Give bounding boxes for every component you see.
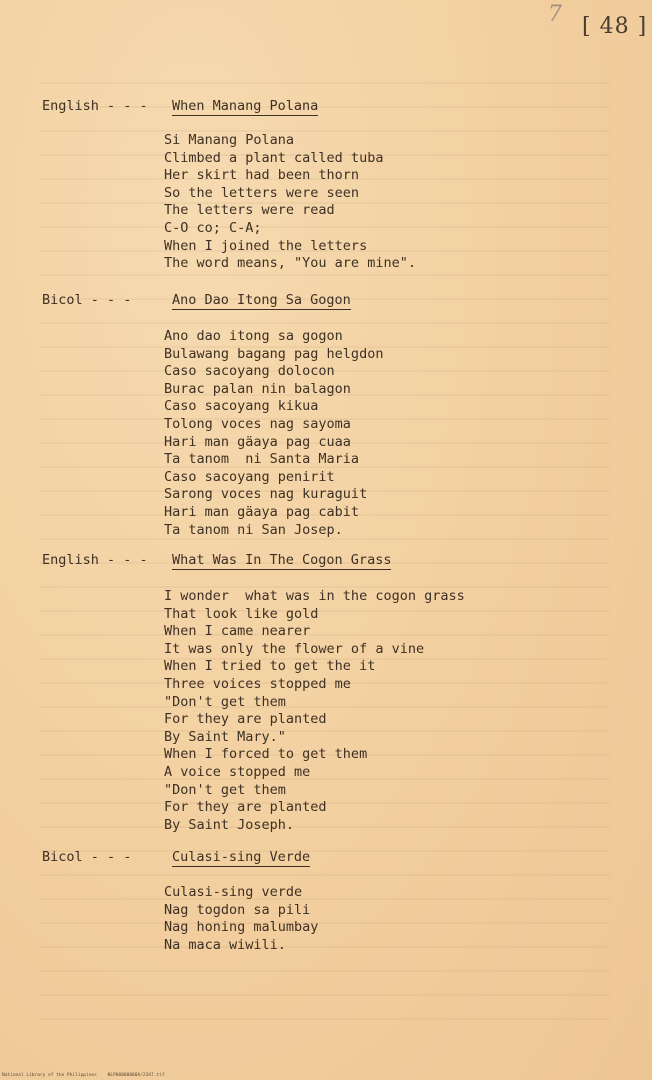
poem-section-3 (0, 552, 652, 833)
language-label: English - - - (42, 98, 148, 114)
poem-section-2 (0, 292, 652, 538)
poem-line: A voice stopped me (164, 763, 311, 780)
poem-line: Caso sacoyang penirit (164, 468, 335, 485)
poem-line: By Saint Joseph. (164, 816, 295, 833)
poem-line: Ta tanom ni Santa Maria (164, 451, 360, 468)
poem-line: For they are planted (164, 799, 327, 816)
poem-line: Three voices stopped me (164, 675, 351, 692)
archive-footer: National Library of the Philippines NLP00000000A/2347.tif (2, 1073, 165, 1078)
poem-line: Culasi-sing verde (164, 884, 303, 900)
poem-line: When I joined the letters (164, 237, 368, 254)
poem-line: Hari man gäaya pag cabit (164, 503, 360, 520)
poem-line: I wonder what was in the cogon grass (164, 588, 465, 604)
poem-lines (164, 328, 383, 539)
poem-lines (164, 884, 318, 954)
poem-line: Sarong voces nag kuraguit (164, 486, 368, 503)
poem-lines (164, 588, 465, 834)
poem-title: What Was In The Cogon Grass (172, 552, 392, 568)
poem-title: When Manang Polana (172, 98, 319, 114)
poem-line: That look like gold (164, 605, 319, 622)
poem-line: Ano dao itong sa gogon (164, 328, 343, 344)
poem-line: Bulawang bagang pag helgdon (164, 345, 384, 362)
poem-line: By Saint Mary." (164, 728, 286, 745)
poem-line: Hari man gäaya pag cuaa (164, 433, 351, 450)
poem-section-1 (0, 98, 652, 272)
poem-line: When I tried to get the it (164, 658, 376, 675)
section-header (0, 849, 652, 869)
poem-line: Na maca wiwili. (164, 936, 286, 953)
poem-line: Her skirt had been thorn (164, 167, 360, 184)
poem-line: Si Manang Polana (164, 132, 295, 148)
poem-title: Ano Dao Itong Sa Gogon (172, 292, 351, 308)
poem-line: Climbed a plant called tuba (164, 149, 384, 166)
poem-line: C-O co; C-A; (164, 219, 262, 236)
poem-line: Ta tanom ni San Josep. (164, 521, 343, 538)
poem-lines (164, 132, 416, 273)
language-label: Bicol - - - (42, 292, 132, 308)
poem-line: When I came nearer (164, 623, 311, 640)
page-reference: [ 48 ] (582, 14, 648, 39)
poem-line: Caso sacoyang dolocon (164, 363, 335, 380)
poem-line: "Don't get them (164, 693, 286, 710)
poem-section-4 (0, 849, 652, 953)
poem-line: For they are planted (164, 711, 327, 728)
poem-line: The word means, "You are mine". (164, 255, 416, 272)
poem-line: The letters were read (164, 202, 335, 219)
poem-title: Culasi-sing Verde (172, 849, 311, 865)
section-header (0, 292, 652, 312)
section-header (0, 98, 652, 118)
language-label: Bicol - - - (42, 849, 132, 865)
poem-line: Tolong voces nag sayoma (164, 415, 351, 432)
poem-line: Nag honing malumbay (164, 919, 319, 936)
poem-line: Nag togdon sa pili (164, 901, 311, 918)
poem-line: "Don't get them (164, 781, 286, 798)
poem-line: It was only the flower of a vine (164, 640, 425, 657)
poem-line: So the letters were seen (164, 184, 360, 201)
poem-line: Burac palan nin balagon (164, 380, 351, 397)
handwritten-page-number: 7 (548, 2, 562, 27)
poem-line: When I forced to get them (164, 746, 368, 763)
section-header (0, 552, 652, 572)
language-label: English - - - (42, 552, 148, 568)
poem-line: Caso sacoyang kikua (164, 398, 319, 415)
